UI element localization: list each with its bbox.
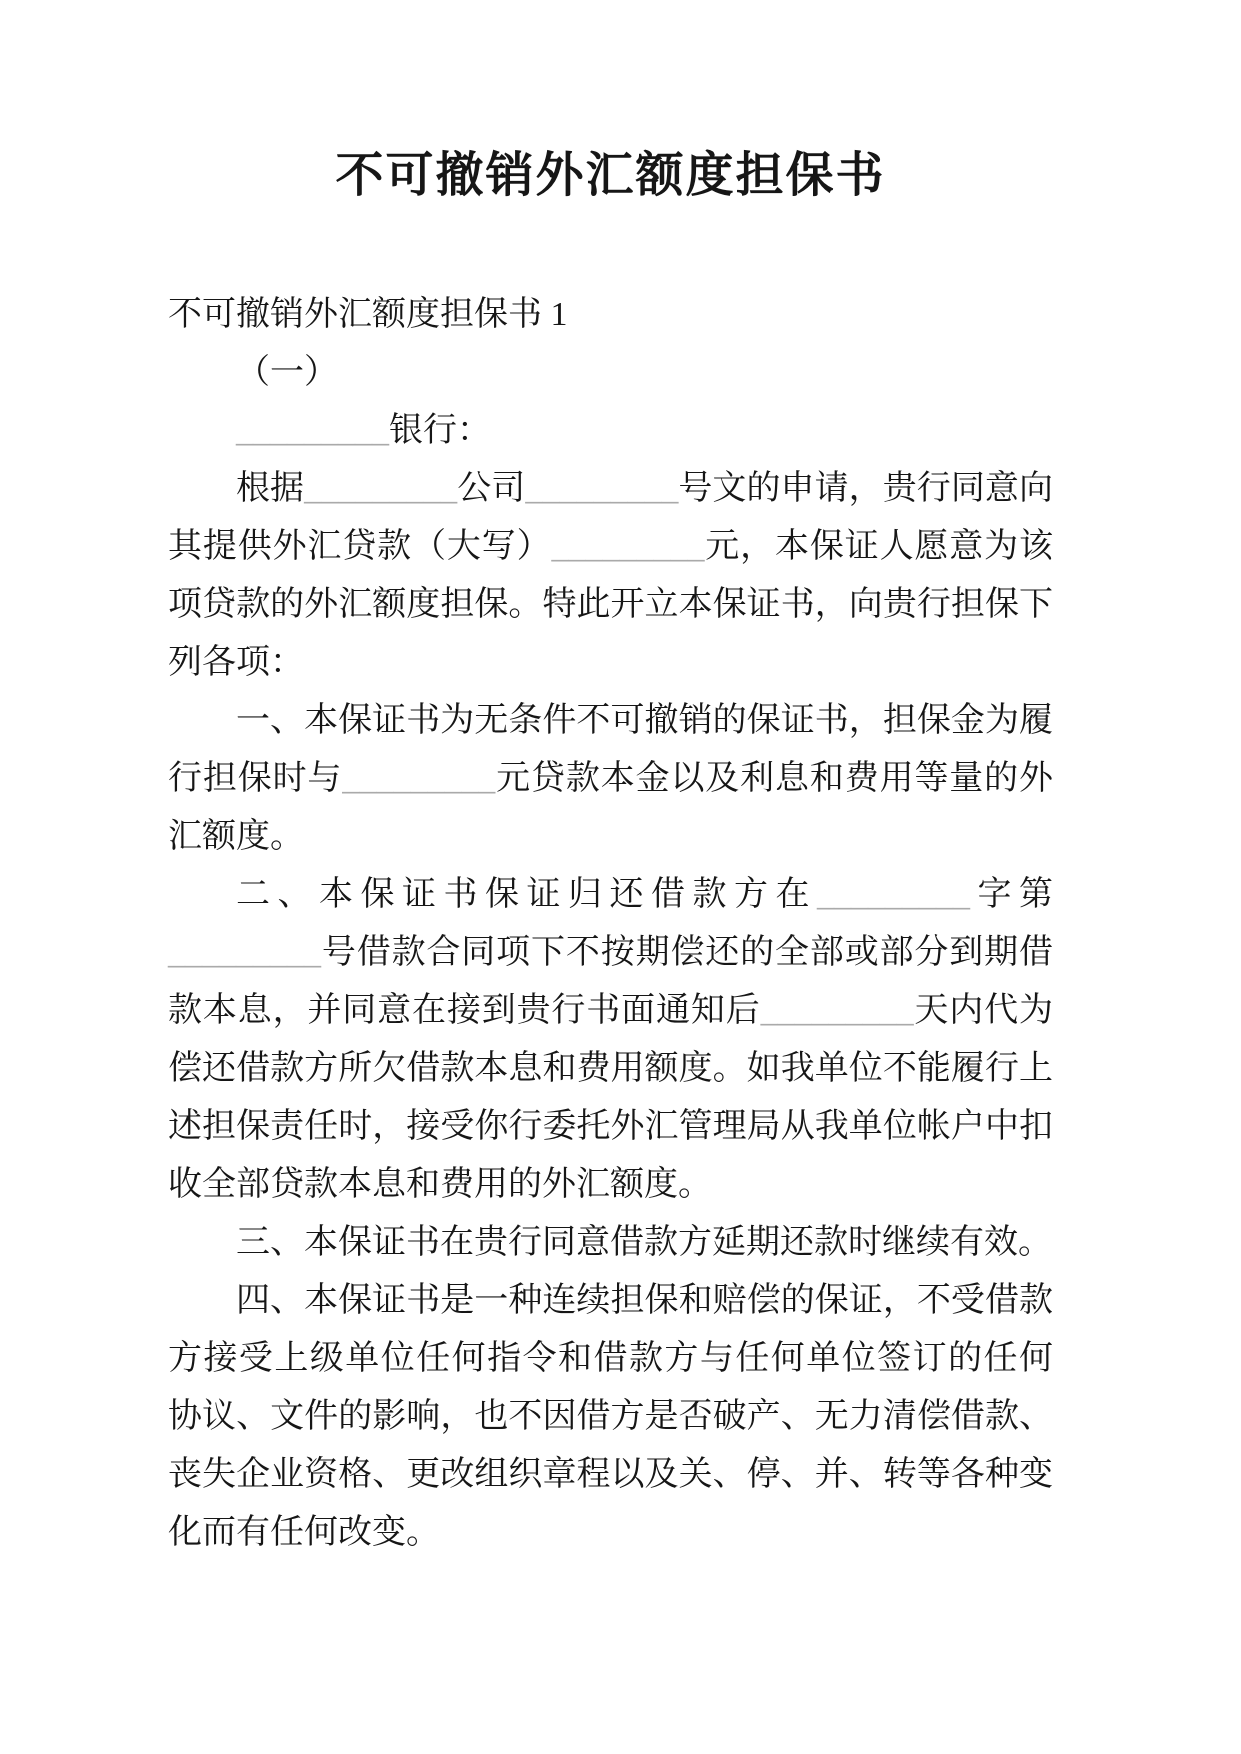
document-line: （一） bbox=[236, 354, 338, 391]
paragraph bbox=[168, 1214, 1053, 1272]
document-line: 其提供外汇贷款（大写）_________元，本保证人愿意为该 bbox=[168, 528, 1054, 565]
blank-field: _________ bbox=[760, 992, 914, 1029]
document-line: 二、本保证书保证归还借款方在_________字第 bbox=[236, 876, 1053, 913]
document-line: 四、本保证书是一种连续担保和赔偿的保证，不受借款 bbox=[236, 1282, 1053, 1319]
document-line: 行担保时与_________元贷款本金以及利息和费用等量的外 bbox=[168, 760, 1054, 797]
document-line: _________银行： bbox=[236, 412, 491, 449]
document-line: 项贷款的外汇额度担保。特此开立本保证书，向贵行担保下 bbox=[168, 586, 1053, 623]
document-line: 列各项： bbox=[168, 644, 304, 681]
blank-field: _________ bbox=[168, 934, 321, 971]
paragraph bbox=[168, 286, 1053, 344]
blank-field: _________ bbox=[342, 760, 496, 797]
paragraph bbox=[168, 460, 1053, 692]
document-line: _________号借款合同项下不按期偿还的全部或部分到期借 bbox=[168, 934, 1053, 971]
paragraph bbox=[168, 1272, 1053, 1562]
paragraph bbox=[168, 866, 1053, 1214]
document-line: 述担保责任时，接受你行委托外汇管理局从我单位帐户中扣 bbox=[168, 1108, 1053, 1145]
blank-field: _________ bbox=[236, 412, 389, 449]
document-line: 丧失企业资格、更改组织章程以及关、停、并、转等各种变 bbox=[168, 1456, 1053, 1493]
paragraph bbox=[168, 692, 1053, 866]
document-body bbox=[168, 286, 1053, 1562]
document-line: 收全部贷款本息和费用的外汇额度。 bbox=[168, 1166, 712, 1203]
document-line: 根据_________公司_________号文的申请，贵行同意向 bbox=[236, 470, 1053, 507]
document-line: 偿还借款方所欠借款本息和费用额度。如我单位不能履行上 bbox=[168, 1050, 1053, 1087]
blank-field: _________ bbox=[525, 470, 679, 507]
document-line: 协议、文件的影响，也不因借方是否破产、无力清偿借款、 bbox=[168, 1398, 1053, 1435]
document-line: 三、本保证书在贵行同意借款方延期还款时继续有效。 bbox=[236, 1224, 1052, 1261]
paragraph bbox=[168, 402, 1053, 460]
blank-field: _________ bbox=[817, 876, 970, 913]
document-title: 不可撤销外汇额度担保书 bbox=[335, 149, 886, 202]
document-line: 汇额度。 bbox=[168, 818, 304, 855]
blank-field: _________ bbox=[304, 470, 458, 507]
paragraph bbox=[168, 344, 1053, 402]
document-line: 方接受上级单位任何指令和借款方与任何单位签订的任何 bbox=[168, 1340, 1053, 1377]
document-line: 款本息，并同意在接到贵行书面通知后_________天内代为 bbox=[168, 992, 1054, 1029]
document-line: 一、本保证书为无条件不可撤销的保证书，担保金为履 bbox=[236, 702, 1053, 739]
document-line: 不可撤销外汇额度担保书 1 bbox=[168, 296, 568, 333]
blank-field: _________ bbox=[551, 528, 705, 565]
document-line: 化而有任何改变。 bbox=[168, 1514, 440, 1551]
